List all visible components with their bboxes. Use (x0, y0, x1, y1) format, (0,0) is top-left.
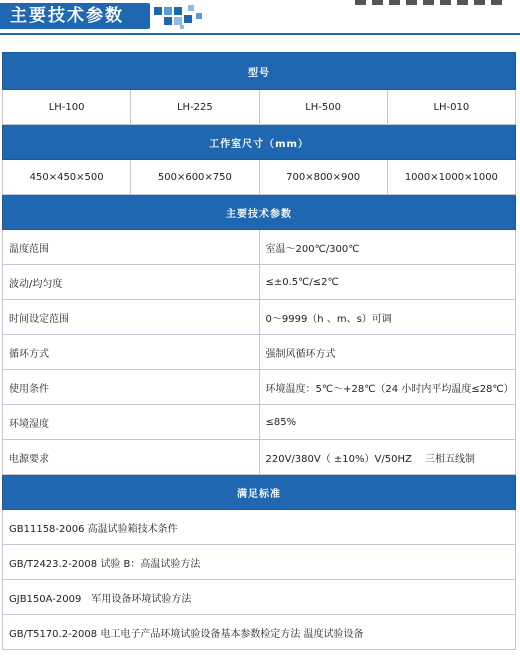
standard-row (3, 615, 516, 650)
pixel-decoration-icon (150, 5, 210, 29)
param-label: 温度范围 (3, 230, 260, 265)
param-label: 时间设定范围 (3, 300, 260, 335)
standards-header-row (3, 475, 516, 510)
param-value: 室温～200℃/300℃ (259, 230, 516, 265)
param-value: ≤85% (259, 405, 516, 440)
section-title-chamber: 工作室尺寸（mm） (3, 125, 516, 160)
standard-row (3, 580, 516, 615)
model-cell: LH-500 (259, 90, 387, 125)
model-cell: LH-100 (3, 90, 131, 125)
param-value: 0～9999（h 、m、s）可调 (259, 300, 516, 335)
param-label: 电源要求 (3, 440, 260, 475)
section-title-params: 主要技术参数 (3, 195, 516, 230)
section-title-standards: 满足标准 (3, 475, 516, 510)
chamber-header-row (3, 125, 516, 160)
param-row (3, 335, 516, 370)
model-header-row (3, 53, 516, 90)
chamber-size-cell: 1000×1000×1000 (387, 160, 515, 195)
model-cell: LH-225 (131, 90, 259, 125)
chamber-size-cell: 700×800×900 (259, 160, 387, 195)
param-label: 波动/均匀度 (3, 265, 260, 300)
param-value: 220V/380V（ ±10%）V/50HZ 三相五线制 (259, 440, 516, 475)
param-label: 环境湿度 (3, 405, 260, 440)
spec-table (2, 52, 516, 650)
page-title: 主要技术参数 (10, 6, 124, 26)
standard-item: GB/T5170.2-2008 电工电子产品环境试验设备基本参数检定方法 温度试验设备 (3, 615, 516, 650)
chamber-values-row (3, 160, 516, 195)
param-row (3, 370, 516, 405)
param-row (3, 230, 516, 265)
param-row (3, 300, 516, 335)
chamber-size-cell: 450×450×500 (3, 160, 131, 195)
param-value: ≤±0.5℃/≤2℃ (259, 265, 516, 300)
standard-row (3, 510, 516, 545)
section-title-model: 型号 (3, 53, 516, 90)
model-cell: LH-010 (387, 90, 515, 125)
cropped-heading-fragment (355, 0, 520, 5)
standard-item: GB11158-2006 高温试验箱技术条件 (3, 510, 516, 545)
model-values-row (3, 90, 516, 125)
param-value: 环境温度：5℃～+28℃（24 小时内平均温度≤28℃） (259, 370, 516, 405)
header-divider (0, 33, 520, 35)
param-value: 强制风循环方式 (259, 335, 516, 370)
title-banner (0, 3, 150, 29)
param-label: 循环方式 (3, 335, 260, 370)
param-row (3, 405, 516, 440)
params-header-row (3, 195, 516, 230)
standard-row (3, 545, 516, 580)
param-label: 使用条件 (3, 370, 260, 405)
chamber-size-cell: 500×600×750 (131, 160, 259, 195)
page-header (0, 0, 520, 40)
param-row (3, 440, 516, 475)
standard-item: GB/T2423.2-2008 试验 B：高温试验方法 (3, 545, 516, 580)
param-row (3, 265, 516, 300)
standard-item: GJB150A-2009 军用设备环境试验方法 (3, 580, 516, 615)
